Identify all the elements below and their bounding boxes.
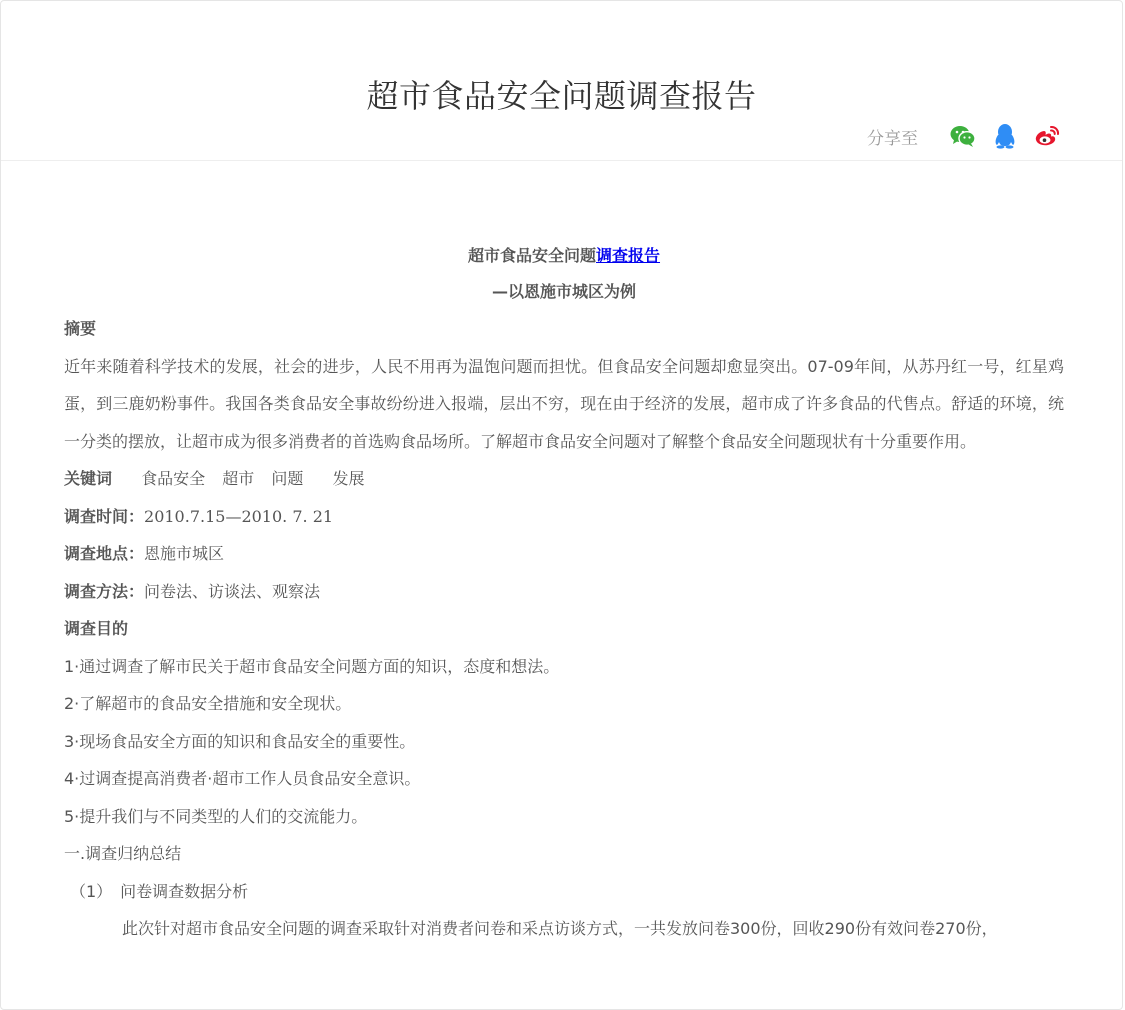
survey-place-value: 恩施市城区 [144, 544, 225, 564]
survey-purpose-label: 调查目的 [64, 619, 129, 639]
keyword-item: 发展 [332, 469, 365, 489]
purpose-item: 1·通过调查了解市民关于超市食品安全问题方面的知识，态度和想法。 [64, 656, 560, 676]
article-subheading: —以恩施市城区为例 [491, 282, 636, 301]
survey-time-label: 调查时间： [64, 506, 145, 526]
document-body [64, 238, 1064, 948]
survey-method-row [64, 573, 1064, 611]
share-label: 分享至 [867, 128, 918, 149]
purpose-item: 5·提升我们与不同类型的人们的交流能力。 [64, 806, 368, 826]
purpose-item: 4·过调查提高消费者·超市工作人员食品安全意识。 [64, 769, 421, 789]
article-heading-text: 超市食品安全问题 [467, 246, 596, 265]
survey-method-value: 问卷法、访谈法、观察法 [144, 581, 321, 601]
abstract-text: 近年来随着科学技术的发展，社会的进步，人民不用再为温饱问题而担忧。但食品安全问题却愈显突出。07-09年间，从苏丹红一号，红星鸡蛋，到三鹿奶粉事件。我国各类食品安全事故纷纷进入报端，层出不穷，现在由于经济的发展，超市成了许多食品的代售点。舒适的环境，统一分类的摆放，让超市成为很多消费者的首选购食品场所。了解超市食品安全问题对了解整个食品安全问题现状有十分重要作用。 [64, 356, 1064, 451]
wechat-icon[interactable] [950, 123, 976, 149]
purpose-item: 2·了解超市的食品安全措施和安全现状。 [64, 694, 352, 714]
survey-method-label: 调查方法： [64, 581, 145, 601]
keyword-item: 超市 [222, 469, 255, 489]
keywords-label: 关键词 [64, 469, 113, 489]
weibo-icon[interactable] [1034, 123, 1060, 149]
survey-time-row [64, 498, 1064, 536]
document-title: 超市食品安全问题调查报告 [366, 77, 757, 116]
abstract-label: 摘要 [64, 319, 97, 338]
subsection-title: （1） 问卷调查数据分析 [70, 881, 249, 901]
purpose-item: 3·现场食品安全方面的知识和食品安全的重要性。 [64, 731, 416, 751]
keywords-row [64, 460, 1064, 498]
subsection-text: 此次针对超市食品安全问题的调查采取针对消费者问卷和采点访谈方式，一共发放问卷300份，回收290份有效问卷270份， [122, 919, 998, 939]
keyword-item: 问题 [271, 469, 304, 489]
keyword-item: 食品安全 [141, 469, 206, 489]
qq-icon[interactable] [992, 123, 1018, 149]
document-header [1, 1, 1122, 161]
survey-place-label: 调查地点： [64, 544, 145, 564]
share-bar [867, 121, 1060, 151]
section-title: 一.调查归纳总结 [64, 844, 182, 864]
report-link[interactable]: 调查报告 [596, 246, 661, 265]
survey-place-row [64, 535, 1064, 573]
survey-time-value: 2010.7.15—2010. 7. 21 [144, 506, 334, 526]
article-heading [64, 238, 1064, 274]
